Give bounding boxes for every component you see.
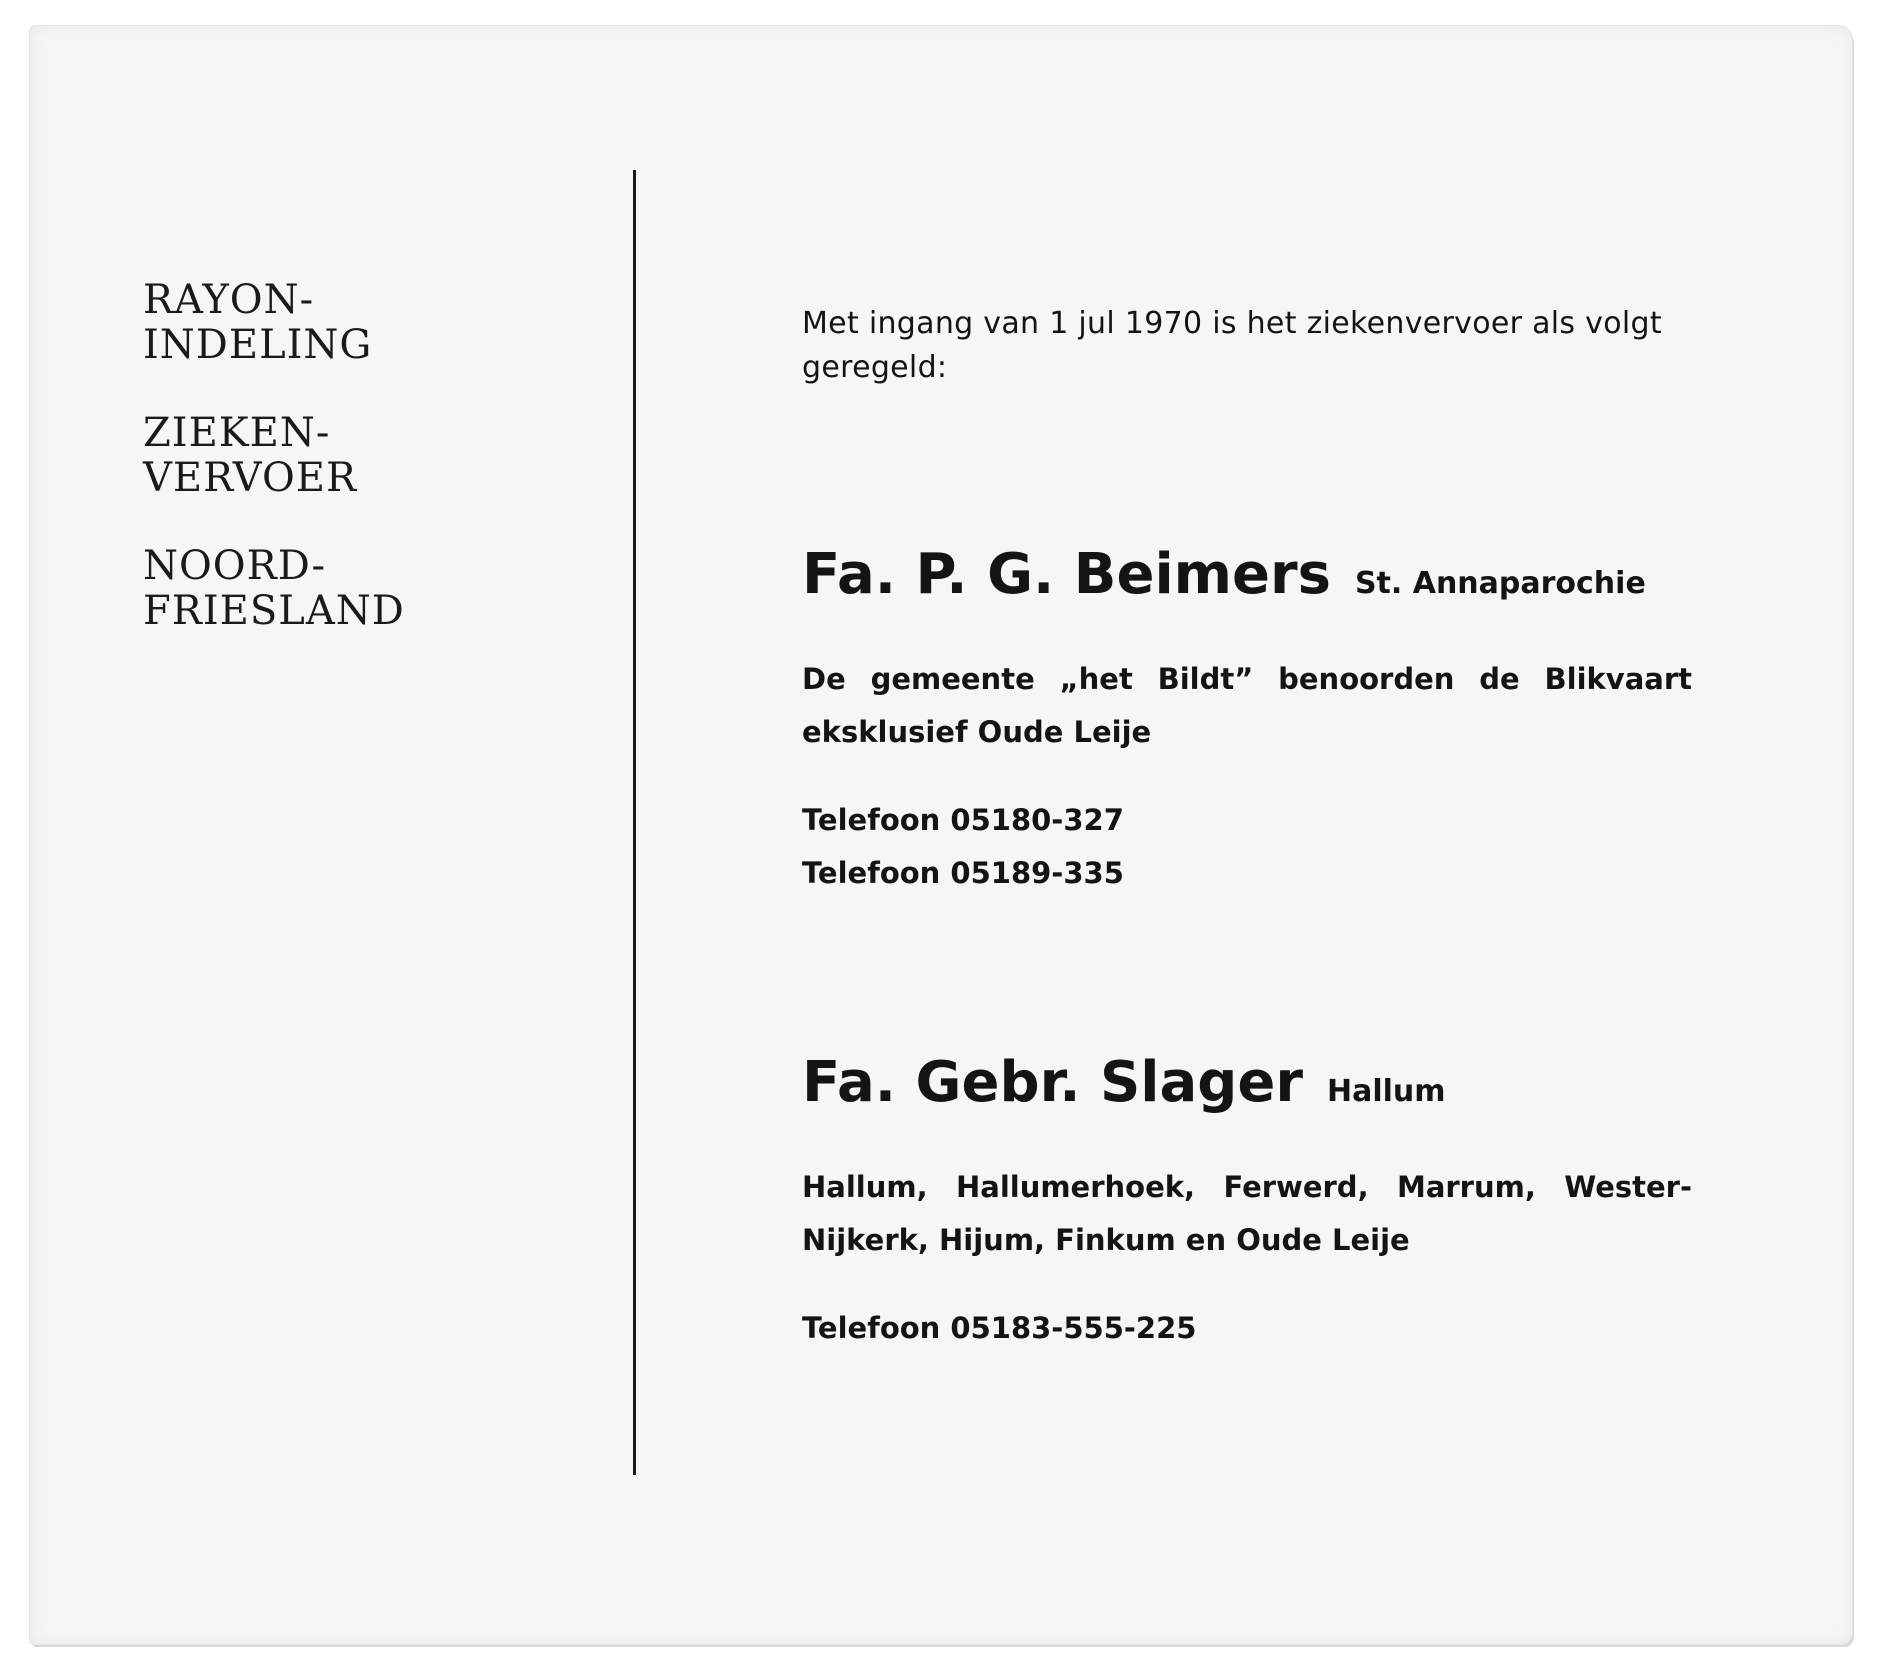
heading-line: INDELING: [143, 322, 373, 368]
company-phone: Telefoon 05189-335: [802, 856, 1124, 890]
heading-line: VERVOER: [143, 455, 358, 501]
company-name: Fa. Gebr. Slager: [802, 1050, 1303, 1115]
company-region: Hallum, Hallumerhoek, Ferwerd, Marrum, Wester-Nijkerk, Hijum, Finkum en Oude Leije: [802, 1170, 1692, 1257]
company-name: Fa. P. G. Beimers: [802, 542, 1331, 607]
heading-block-region: [143, 544, 405, 634]
heading-line: ZIEKEN-: [143, 410, 331, 456]
heading-block-ziekenvervoer: [143, 411, 405, 501]
heading-line: FRIESLAND: [143, 588, 405, 634]
company-phone: Telefoon 05180-327: [802, 803, 1124, 837]
intro-text: Met ingang van 1 jul 1970 is het ziekenvervoer als volgt geregeld:: [802, 306, 1662, 385]
company-place: St. Annaparochie: [1354, 566, 1646, 601]
company-heading: [802, 542, 1692, 607]
company-region: De gemeente „het Bildt” benoorden de Blikvaart eksklusief Oude Leije: [802, 662, 1692, 749]
company-place: Hallum: [1326, 1074, 1446, 1109]
company-phone: Telefoon 05183-555-225: [802, 1311, 1197, 1345]
vertical-divider: [633, 170, 636, 1475]
heading-line: NOORD-: [143, 543, 327, 589]
heading-line: RAYON-: [143, 277, 315, 323]
notice-heading: [143, 278, 405, 677]
company-heading: [802, 1050, 1692, 1115]
heading-block-rayon: [143, 278, 405, 368]
